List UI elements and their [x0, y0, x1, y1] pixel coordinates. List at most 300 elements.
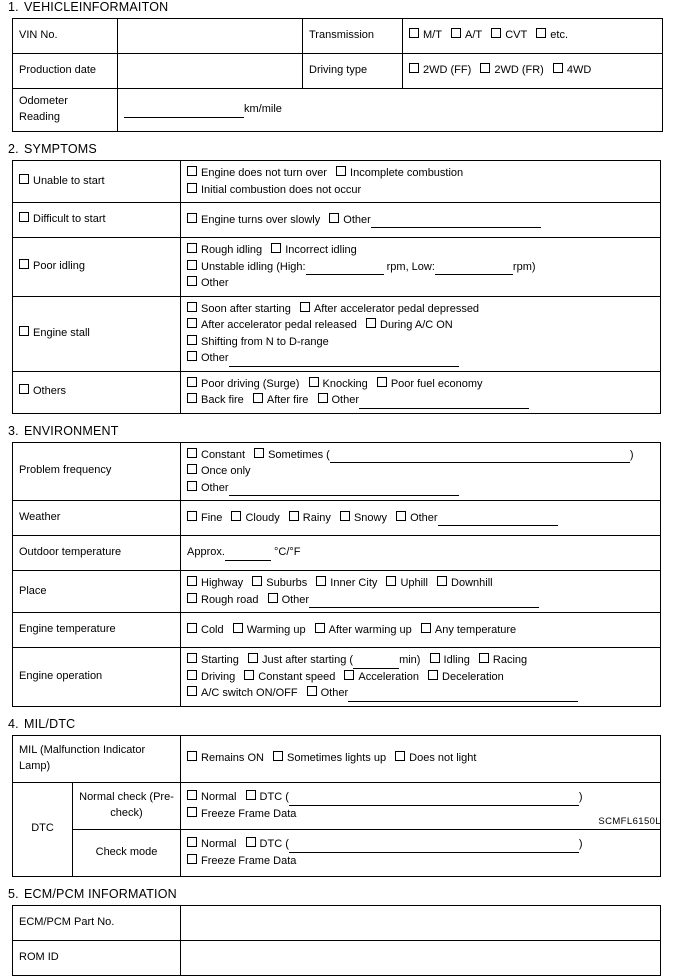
- option-line: [187, 836, 654, 853]
- option-label: Shifting from N to D-range: [201, 335, 329, 348]
- section-number: 1.: [8, 0, 19, 14]
- env-label-weather: Weather: [13, 501, 181, 536]
- env-options-engine-temperature: [181, 613, 661, 648]
- option-label: Constant: [201, 448, 246, 461]
- checkbox-back-fire[interactable]: [187, 392, 244, 409]
- ecmpcm-table: [12, 905, 661, 976]
- option-line: [187, 182, 654, 199]
- checkbox-incomplete-combustion[interactable]: [336, 165, 463, 182]
- table-row: [13, 442, 661, 501]
- option-line: [187, 447, 654, 480]
- checkbox-fine[interactable]: [187, 510, 222, 527]
- checkbox-icon[interactable]: [19, 259, 29, 269]
- option-line: [187, 212, 654, 229]
- checkbox-once-only[interactable]: Once only: [187, 463, 251, 480]
- checkbox-icon[interactable]: [187, 377, 197, 387]
- option-line: [187, 242, 654, 259]
- checkbox-icon[interactable]: [428, 670, 438, 680]
- checkbox-shifting-n-to-d-range[interactable]: [187, 334, 329, 351]
- checkbox-icon[interactable]: [480, 63, 490, 73]
- dtc-label: DTC: [13, 782, 73, 876]
- checkbox-other[interactable]: [307, 685, 579, 702]
- option-label: Racing: [492, 654, 528, 666]
- approx-label: Approx.: [187, 546, 225, 559]
- option-line: [187, 376, 654, 393]
- table-row: [13, 648, 661, 707]
- row-label: Difficult to start: [33, 213, 106, 226]
- checkbox-icon[interactable]: [187, 448, 197, 458]
- option-label: Constant speed: [258, 670, 336, 683]
- env-options-weather: [181, 501, 661, 536]
- option-line: [187, 669, 654, 686]
- option-label: CVT: [505, 29, 528, 42]
- checkbox-highway[interactable]: [187, 575, 243, 592]
- env-label-engine-operation: Engine operation: [13, 648, 181, 707]
- checkbox-freeze-frame-data[interactable]: [187, 806, 296, 823]
- write-line-high-rpm[interactable]: [306, 274, 384, 275]
- symptoms-block: [12, 160, 661, 414]
- option-label: Other: [331, 394, 360, 406]
- option-line: [187, 685, 654, 702]
- option-label: After accelerator pedal depressed: [313, 302, 480, 315]
- checkbox-icon[interactable]: [289, 511, 299, 521]
- table-row: [13, 735, 661, 782]
- checkbox-mt[interactable]: [409, 28, 442, 44]
- symptom-options-poor-idling: [181, 238, 661, 297]
- checkbox-icon[interactable]: [409, 63, 419, 73]
- checkbox-icon[interactable]: [231, 511, 241, 521]
- checkbox-icon[interactable]: [19, 384, 29, 394]
- checkbox-icon[interactable]: [187, 260, 197, 270]
- table-row: [13, 536, 661, 571]
- vin-input[interactable]: [118, 19, 303, 54]
- checkbox-icon[interactable]: [430, 653, 440, 663]
- option-line: [187, 853, 654, 870]
- env-options-engine-operation: [181, 648, 661, 707]
- option-label: Highway: [201, 577, 244, 589]
- option-label: Any temperature: [434, 623, 517, 636]
- option-line: [187, 652, 654, 669]
- write-line[interactable]: [229, 495, 459, 496]
- option-label: Rough road: [201, 593, 259, 606]
- option-label: Acceleration: [358, 670, 419, 683]
- env-label-problem-frequency: Problem frequency: [13, 442, 181, 501]
- option-label: After fire: [266, 394, 309, 406]
- checkbox-icon[interactable]: [451, 28, 461, 38]
- table-row: [13, 161, 661, 203]
- checkbox-icon[interactable]: [253, 393, 263, 403]
- checkbox-other[interactable]: [187, 350, 459, 367]
- vehicle-table: [12, 18, 663, 132]
- checkbox-engine-turns-over-slowly[interactable]: [187, 212, 320, 229]
- checkbox-rainy[interactable]: [289, 510, 331, 527]
- dtc-sublabel-normal-check: Normal check (Pre-check): [73, 782, 181, 829]
- checkbox-icon[interactable]: [187, 854, 197, 864]
- checkbox-icon[interactable]: [187, 393, 197, 403]
- checkbox-icon[interactable]: [187, 623, 197, 633]
- checkbox-inner-city[interactable]: [316, 575, 377, 592]
- symptoms-table: [12, 160, 661, 414]
- env-label-place: Place: [13, 571, 181, 613]
- ecm-part-no-input[interactable]: [181, 905, 661, 940]
- checkbox-icon[interactable]: [246, 790, 256, 800]
- table-row: [13, 782, 661, 829]
- checkbox-icon[interactable]: [386, 576, 396, 586]
- option-label: 2WD (FF): [423, 64, 472, 77]
- production-date-label: Production date: [13, 54, 118, 89]
- option-line: [187, 575, 654, 592]
- checkbox-icon[interactable]: [187, 807, 197, 817]
- table-row: [13, 54, 663, 89]
- checkbox-icon[interactable]: [233, 623, 243, 633]
- checkbox-icon[interactable]: [300, 302, 310, 312]
- driving-type-label: Driving type: [303, 54, 403, 89]
- checkbox-at[interactable]: [451, 28, 482, 44]
- option-line: [187, 480, 654, 497]
- section-heading-mildtc: [0, 717, 675, 731]
- checkbox-rough-road[interactable]: [187, 592, 259, 609]
- option-label: Deceleration: [442, 670, 504, 683]
- write-line-low-rpm[interactable]: [435, 274, 513, 275]
- option-line: [187, 592, 654, 609]
- option-label: A/T: [465, 29, 483, 42]
- checkbox-icon[interactable]: [536, 28, 546, 38]
- driving-type-options: [403, 54, 663, 89]
- checkbox-does-not-light[interactable]: [395, 751, 476, 767]
- checkbox-icon[interactable]: [187, 351, 197, 361]
- checkbox-icon[interactable]: [187, 686, 197, 696]
- environment-block: [12, 442, 661, 707]
- odometer-label: Odometer Reading: [13, 89, 118, 132]
- rom-id-input[interactable]: [181, 940, 661, 975]
- checkbox-icon[interactable]: [437, 576, 447, 586]
- table-row: [13, 905, 661, 940]
- checkbox-warming-up[interactable]: [233, 622, 306, 639]
- checkbox-after-fire[interactable]: [253, 392, 309, 409]
- checkbox-icon[interactable]: [491, 28, 501, 38]
- checkbox-2wd-fr[interactable]: [480, 63, 544, 79]
- temperature-unit: °C/°F: [273, 546, 301, 559]
- option-line: [187, 350, 654, 367]
- checkbox-poor-fuel-economy[interactable]: [377, 376, 483, 393]
- table-row: [13, 89, 663, 132]
- section-title-text: MIL/DTC: [24, 716, 76, 731]
- option-label: Remains ON: [201, 751, 264, 764]
- checkbox-icon[interactable]: [273, 751, 283, 761]
- checkbox-icon[interactable]: [19, 326, 29, 336]
- checkbox-icon[interactable]: [187, 318, 197, 328]
- checkbox-after-warming-up[interactable]: [315, 622, 412, 639]
- option-line: [187, 392, 654, 409]
- checkbox-icon[interactable]: [187, 213, 197, 223]
- option-line: [187, 789, 654, 806]
- checkbox-during-ac-on[interactable]: [366, 317, 453, 334]
- checkbox-knocking[interactable]: [309, 376, 368, 393]
- checkbox-racing[interactable]: [479, 652, 527, 669]
- option-line: [187, 806, 654, 823]
- env-options-outdoor-temperature: [181, 536, 661, 571]
- checkbox-any-temperature[interactable]: [421, 622, 516, 639]
- option-label: etc.: [550, 29, 568, 42]
- option-label: Snowy: [353, 511, 387, 524]
- checkbox-dtc[interactable]: DTC ( ): [246, 836, 583, 853]
- table-row: [13, 940, 661, 975]
- checkbox-other[interactable]: [268, 592, 540, 609]
- symptom-options-unable-to-start: [181, 161, 661, 203]
- section-title-text: ECM/PCM INFORMATION: [24, 886, 177, 901]
- option-label: M/T: [423, 29, 442, 42]
- checkbox-icon[interactable]: [553, 63, 563, 73]
- section-heading-ecmpcm: [0, 887, 675, 901]
- dtc-options-normal-check: [181, 782, 661, 829]
- option-label: Uphill: [400, 577, 428, 589]
- checkbox-constant[interactable]: [187, 447, 245, 464]
- checkbox-icon[interactable]: [244, 670, 254, 680]
- table-row: [13, 501, 661, 536]
- checkbox-normal[interactable]: [187, 836, 236, 853]
- checkbox-icon[interactable]: [421, 623, 431, 633]
- checkbox-icon[interactable]: [19, 174, 29, 184]
- checkbox-incorrect-idling[interactable]: [271, 242, 357, 259]
- option-label: Other: [201, 481, 229, 494]
- checkbox-etc[interactable]: [536, 28, 568, 44]
- checkbox-icon[interactable]: [187, 576, 197, 586]
- checkbox-icon[interactable]: [307, 686, 317, 696]
- checkbox-icon[interactable]: [187, 670, 197, 680]
- checkbox-cold[interactable]: [187, 622, 224, 639]
- write-line-sometimes[interactable]: [330, 462, 630, 463]
- option-label: Engine turns over slowly: [201, 213, 321, 226]
- option-label: During A/C ON: [380, 319, 453, 331]
- table-row: [13, 571, 661, 613]
- option-label: Unstable idling (High:: [201, 260, 306, 273]
- checkbox-sometimes-lights-up[interactable]: [273, 751, 386, 767]
- checkbox-icon[interactable]: [187, 464, 197, 474]
- checkbox-just-after-starting[interactable]: [248, 652, 420, 669]
- option-label: Other: [410, 511, 438, 524]
- table-row: [13, 829, 661, 876]
- env-options-problem-frequency: [181, 442, 661, 501]
- option-label: Incorrect idling: [285, 244, 357, 256]
- option-label: Warming up: [246, 623, 306, 636]
- checkbox-icon[interactable]: [409, 28, 419, 38]
- option-line: [187, 165, 654, 182]
- checkbox-icon[interactable]: [366, 318, 376, 328]
- checkbox-icon[interactable]: [187, 243, 197, 253]
- checkbox-icon[interactable]: [187, 302, 197, 312]
- section-number: 2.: [8, 142, 19, 156]
- checkbox-icon[interactable]: [246, 837, 256, 847]
- option-label: Other: [201, 352, 229, 364]
- option-label: Poor fuel economy: [390, 377, 483, 390]
- symptom-label-unable-to-start: [13, 161, 181, 203]
- checkbox-icon[interactable]: [309, 377, 319, 387]
- write-line[interactable]: [438, 525, 558, 526]
- checkbox-icon[interactable]: [395, 751, 405, 761]
- checkbox-icon[interactable]: [271, 243, 281, 253]
- checkbox-remains-on[interactable]: [187, 751, 264, 767]
- checkbox-icon[interactable]: [479, 653, 489, 663]
- option-label: Incomplete combustion: [350, 167, 464, 179]
- section-number: 5.: [8, 886, 19, 901]
- symptom-label-poor-idling: [13, 238, 181, 297]
- option-label: Back fire: [201, 394, 244, 406]
- option-label: Does not light: [409, 751, 477, 764]
- write-line[interactable]: [359, 408, 529, 409]
- production-date-input[interactable]: [118, 54, 303, 89]
- checkbox-idling[interactable]: [430, 652, 470, 669]
- checkbox-icon[interactable]: [187, 183, 197, 193]
- checkbox-icon[interactable]: [187, 481, 197, 491]
- checkbox-icon[interactable]: [344, 670, 354, 680]
- checkbox-icon[interactable]: [187, 790, 197, 800]
- checkbox-other[interactable]: [187, 275, 229, 292]
- checkbox-4wd[interactable]: [553, 63, 591, 79]
- checkbox-icon[interactable]: [377, 377, 387, 387]
- vehicle-information-block: [12, 18, 661, 132]
- checkbox-icon[interactable]: [268, 593, 278, 603]
- section-number: 3.: [8, 423, 19, 438]
- checkbox-sometimes[interactable]: Sometimes ( ): [254, 447, 633, 464]
- vin-label: VIN No.: [13, 19, 118, 54]
- section-title-text: ENVIRONMENT: [24, 423, 119, 438]
- odometer-write-line[interactable]: [124, 117, 244, 118]
- checkbox-icon[interactable]: [187, 593, 197, 603]
- checkbox-icon[interactable]: [187, 837, 197, 847]
- checkbox-starting[interactable]: [187, 652, 239, 669]
- option-label: DTC (: [259, 791, 289, 803]
- write-line[interactable]: [309, 607, 539, 608]
- option-line: [187, 317, 654, 334]
- checkbox-icon[interactable]: [187, 276, 197, 286]
- checkbox-after-accelerator-pedal-depressed[interactable]: [300, 301, 479, 318]
- section-title-text: VEHICLEINFORMAITON: [24, 0, 169, 14]
- option-label: Rainy: [302, 511, 331, 524]
- checkbox-freeze-frame-data[interactable]: [187, 853, 296, 870]
- checkbox-ac-switch-on-off[interactable]: [187, 685, 298, 702]
- figure-code: SCMFL6150L: [598, 816, 661, 827]
- checkbox-after-accelerator-pedal-released[interactable]: [187, 317, 357, 334]
- checkbox-icon[interactable]: [248, 653, 258, 663]
- checkbox-icon[interactable]: [340, 511, 350, 521]
- checkbox-deceleration[interactable]: [428, 669, 504, 686]
- checkbox-cloudy[interactable]: [231, 510, 279, 527]
- checkbox-icon[interactable]: [187, 335, 197, 345]
- option-label: Engine does not turn over: [201, 167, 327, 179]
- checkbox-rough-idling[interactable]: [187, 242, 262, 259]
- mildtc-block: [12, 735, 661, 877]
- option-label: After warming up: [328, 623, 412, 636]
- ecmpcm-block: [12, 905, 661, 976]
- checkbox-constant-speed[interactable]: [244, 669, 335, 686]
- symptom-options-others: [181, 371, 661, 413]
- checkbox-icon[interactable]: [316, 576, 326, 586]
- transmission-label: Transmission: [303, 19, 403, 54]
- symptom-label-difficult-to-start: [13, 203, 181, 238]
- checkbox-icon[interactable]: [187, 751, 197, 761]
- ecm-part-no-label: ECM/PCM Part No.: [13, 905, 181, 940]
- option-label: A/C switch ON/OFF: [201, 687, 298, 699]
- table-row: [13, 296, 661, 371]
- checkbox-2wd-ff[interactable]: [409, 63, 471, 79]
- odometer-input[interactable]: [118, 89, 663, 132]
- checkbox-icon[interactable]: [318, 393, 328, 403]
- checkbox-driving[interactable]: [187, 669, 235, 686]
- dtc-sublabel-check-mode: Check mode: [73, 829, 181, 876]
- option-line: [187, 510, 654, 527]
- option-label: Downhill: [451, 577, 493, 589]
- option-label: Cloudy: [245, 511, 280, 524]
- option-label: Other: [343, 213, 371, 226]
- option-label: Other: [320, 687, 349, 699]
- checkbox-downhill[interactable]: [437, 575, 493, 592]
- dtc-options-check-mode: [181, 829, 661, 876]
- symptom-label-engine-stall: [13, 296, 181, 371]
- checkbox-icon[interactable]: [329, 213, 339, 223]
- checkbox-other[interactable]: [318, 392, 530, 409]
- checkbox-snowy[interactable]: [340, 510, 387, 527]
- checkbox-other[interactable]: [329, 212, 541, 229]
- checkbox-acceleration[interactable]: [344, 669, 419, 686]
- env-label-outdoor-temperature: Outdoor temperature: [13, 536, 181, 571]
- write-line-dtc[interactable]: [289, 805, 579, 806]
- option-label: Inner City: [330, 577, 378, 589]
- option-label: Other: [281, 593, 310, 606]
- option-label: Initial combustion does not occur: [201, 183, 362, 196]
- checkbox-soon-after-starting[interactable]: [187, 301, 291, 318]
- checkbox-icon[interactable]: [315, 623, 325, 633]
- checkbox-icon[interactable]: [336, 166, 346, 176]
- option-label: Starting: [201, 654, 239, 666]
- write-line-temperature[interactable]: [225, 560, 271, 561]
- mil-options: [181, 735, 661, 782]
- section-heading-environment: [0, 424, 675, 438]
- checkbox-icon[interactable]: [396, 511, 406, 521]
- checkbox-icon[interactable]: [254, 448, 264, 458]
- checkbox-suburbs[interactable]: [252, 575, 307, 592]
- checkbox-icon[interactable]: [252, 576, 262, 586]
- checkbox-icon[interactable]: [187, 653, 197, 663]
- option-line: [187, 334, 654, 351]
- checkbox-icon[interactable]: [187, 166, 197, 176]
- checkbox-engine-does-not-turn-over[interactable]: [187, 165, 327, 182]
- symptom-label-others: [13, 371, 181, 413]
- checkbox-dtc[interactable]: DTC ( ): [246, 789, 583, 806]
- checkbox-other[interactable]: [187, 480, 459, 497]
- option-label: Normal: [201, 791, 237, 803]
- option-label: Just after starting (: [261, 654, 354, 666]
- option-label: 2WD (FR): [494, 64, 544, 77]
- checkbox-icon[interactable]: [187, 511, 197, 521]
- checkbox-other[interactable]: [396, 510, 558, 527]
- row-label: Engine stall: [33, 326, 90, 339]
- write-line-dtc[interactable]: [289, 852, 579, 853]
- checkbox-initial-combustion-does-not-occur[interactable]: [187, 182, 361, 199]
- checkbox-poor-driving-surge[interactable]: [187, 376, 299, 393]
- checkbox-uphill[interactable]: [386, 575, 428, 592]
- option-label: Cold: [201, 623, 224, 636]
- checkbox-icon[interactable]: [19, 212, 29, 222]
- write-line[interactable]: [348, 701, 578, 702]
- checkbox-normal[interactable]: [187, 789, 236, 806]
- table-row: [13, 613, 661, 648]
- write-line[interactable]: [229, 366, 459, 367]
- option-label: Fine: [201, 511, 223, 524]
- write-line[interactable]: [371, 227, 541, 228]
- checkbox-cvt[interactable]: [491, 28, 527, 44]
- option-label: Freeze Frame Data: [201, 854, 297, 867]
- option-label: 4WD: [566, 64, 592, 77]
